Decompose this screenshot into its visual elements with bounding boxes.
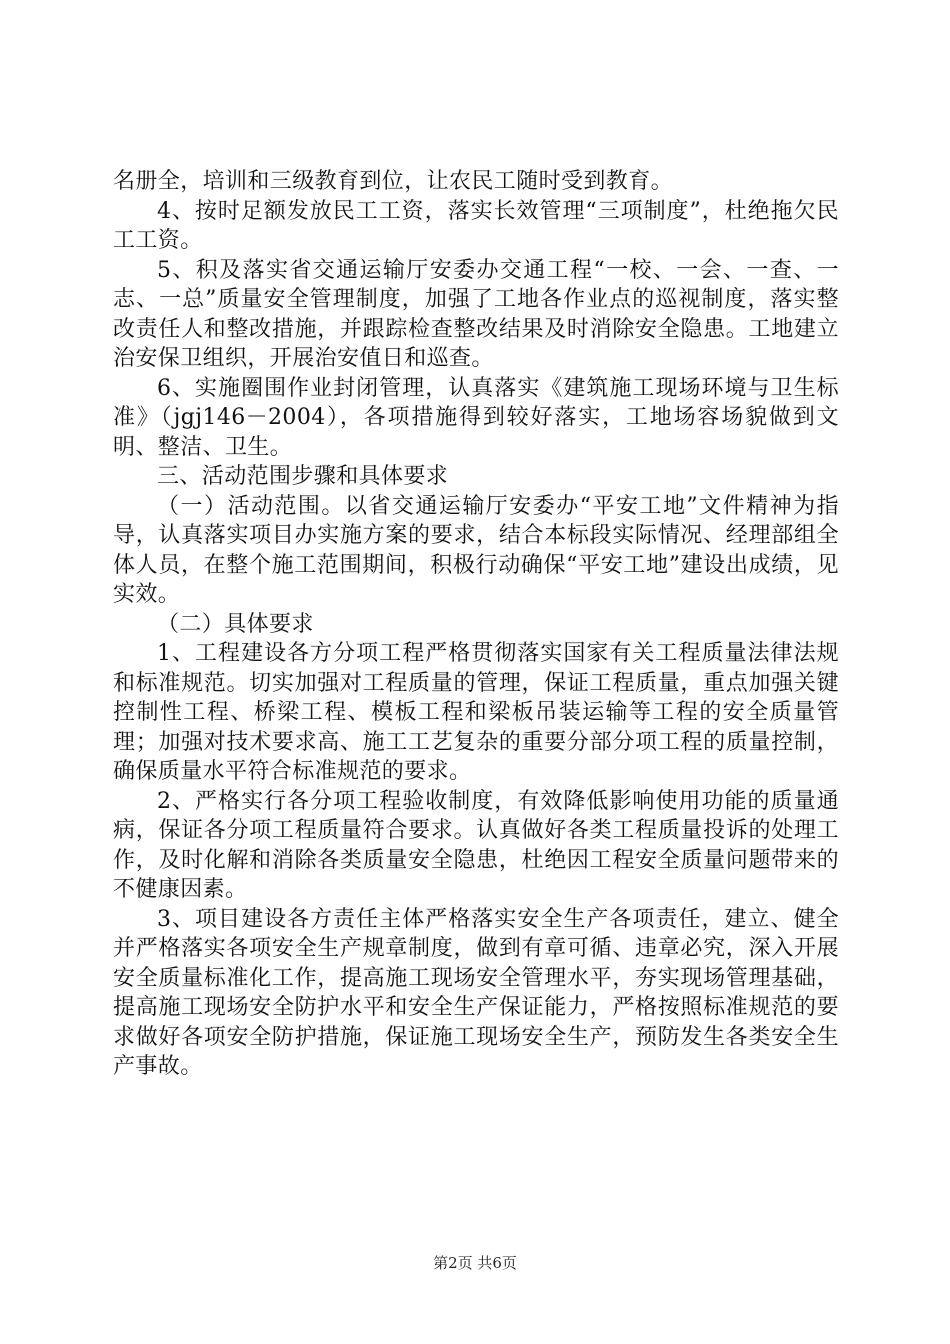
paragraph-continuation: 名册全，培训和三级教育到位，让农民工随时受到教育。 [113, 169, 674, 194]
subsection-requirements-heading: （二）具体要求 [157, 611, 314, 637]
paragraph-item-4: 4、按时足额发放民工工资，落实长效管理“三项制度”，杜绝拖欠民工工资。 [113, 198, 839, 253]
subsection-activity-scope: （一）活动范围。以省交通运输厅安委办“平安工地”文件精神为指导，认真落实项目办实施方案的要求，结合本标段实际情况、经理部组全体人员，在整个施工范围期间，积极行动确保“平安工地”建设出成绩，见实效。 [113, 493, 839, 607]
document-body [113, 167, 839, 1082]
paragraph-item-5: 5、积及落实省交通运输厅安委办交通工程“一校、一会、一查、一志、一总”质量安全管理制度，加强了工地各作业点的巡视制度，落实整改责任人和整改措施，并跟踪检查整改结果及时消除安全隐患。工地建立治安保卫组织，开展治安值日和巡查。 [113, 257, 839, 371]
paragraph-item-6: 6、实施圈围作业封闭管理，认真落实《建筑施工现场环境与卫生标准》（jgj146－2004），各项措施得到较好落实，工地场容场貌做到文明、整洁、卫生。 [113, 375, 839, 460]
requirement-item-3: 3、项目建设各方责任主体严格落实安全生产各项责任，建立、健全并严格落实各项安全生产规章制度，做到有章可循、违章必究，深入开展安全质量标准化工作，提高施工现场安全管理水平，夯实现场管理基础，提高施工现场安全防护水平和安全生产保证能力，严格按照标准规范的要求做好各项安全防护措施，保证施工现场安全生产，预防发生各类安全生产事故。 [113, 906, 839, 1079]
requirement-item-1: 1、工程建设各方分项工程严格贯彻落实国家有关工程质量法律法规和标准规范。切实加强对工程质量的管理，保证工程质量，重点加强关键控制性工程、桥梁工程、模板工程和梁板吊装运输等工程的安全质量管理；加强对技术要求高、施工工艺复杂的重要分部分项工程的质量控制，确保质量水平符合标准规范的要求。 [113, 641, 839, 784]
requirement-item-2: 2、严格实行各分项工程验收制度，有效降低影响使用功能的质量通病，保证各分项工程质量符合要求。认真做好各类工程质量投诉的处理工作，及时化解和消除各类质量安全隐患，杜绝因工程安全质量问题带来的不健康因素。 [113, 788, 839, 902]
section-heading-3: 三、活动范围步骤和具体要求 [157, 464, 449, 489]
page-footer: 第2页 共6页 [433, 1254, 517, 1272]
